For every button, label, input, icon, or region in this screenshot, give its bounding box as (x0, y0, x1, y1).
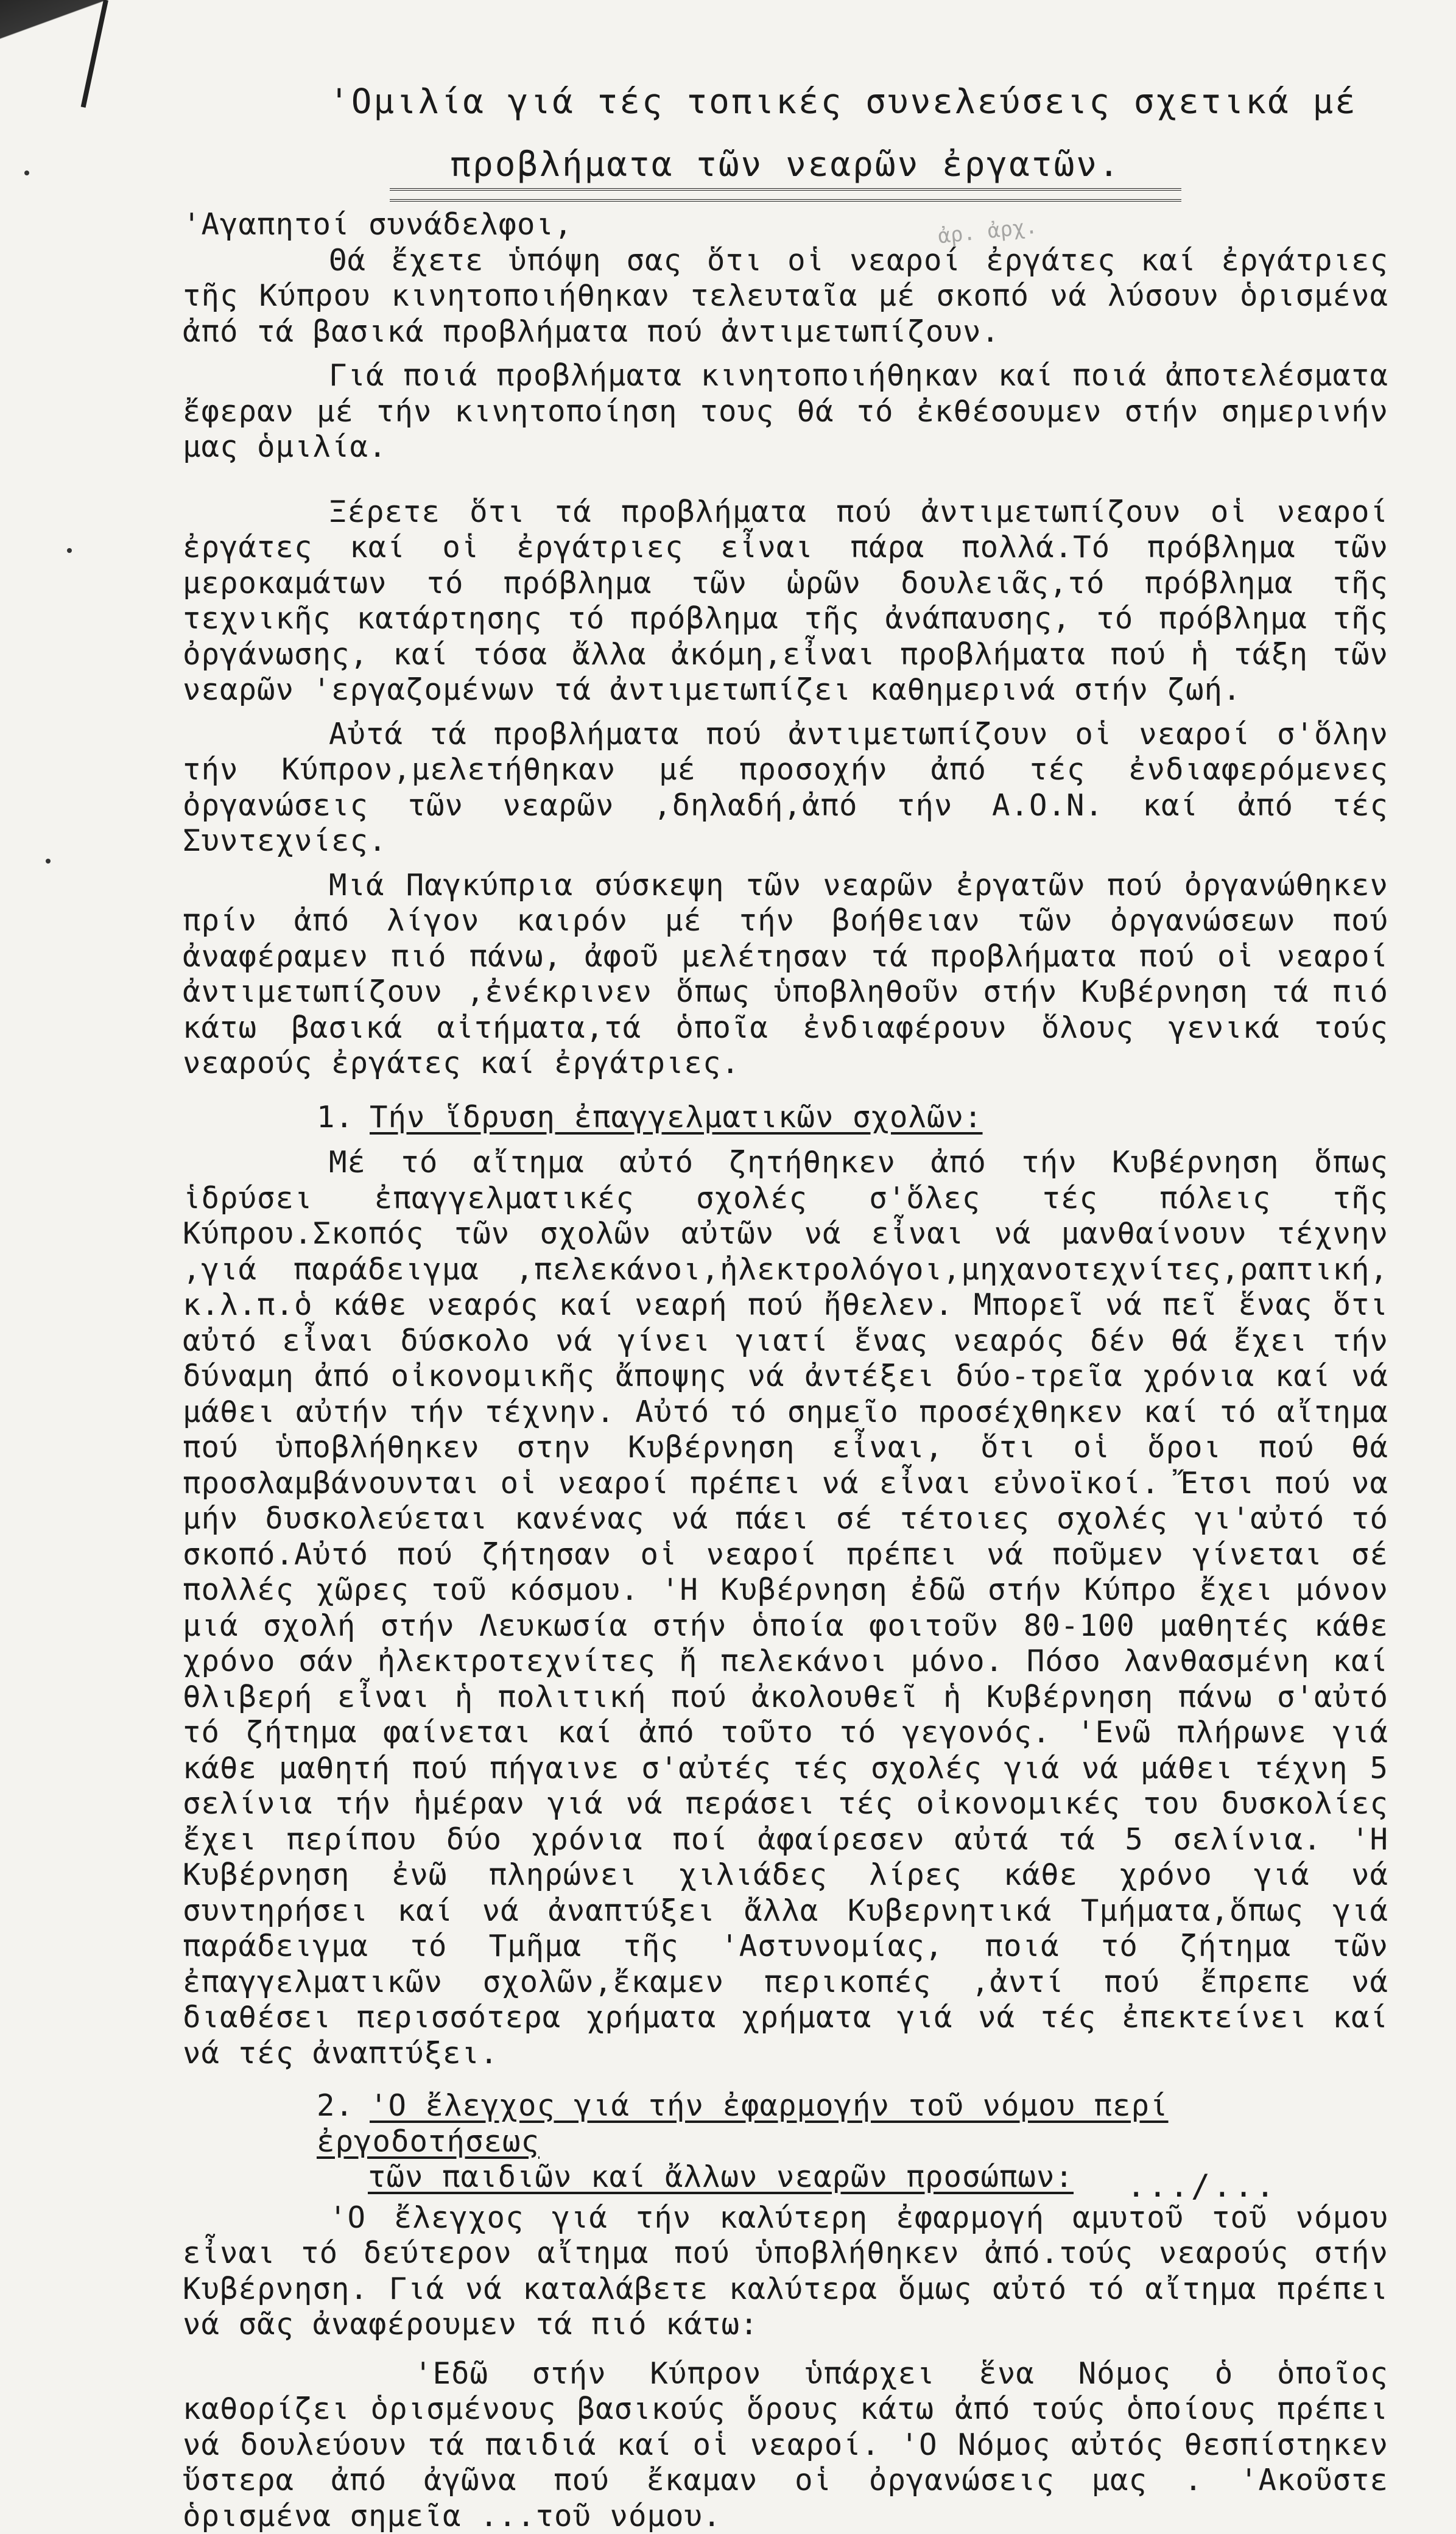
section-1-number: 1. (317, 1100, 354, 1135)
scan-speck (24, 171, 29, 175)
scan-speck (67, 548, 72, 553)
paragraph-4: Αὐτά τά προβλήματα πού ἀντιμετωπίζουν οἱ νεαροί σ'ὅλην τήν Κύπρον,μελετήθηκαν μέ προσοχήν ἀπό τές ἐνδιαφερόμενες ὀργανώσεις τῶν νεαρῶν ,δηλαδή,ἀπό τήν Α.Ο.Ν. καί ἀπό τές Συντεχνίες. (183, 717, 1388, 859)
section-2-text: 'Ο ἔλεγχος γιά τήν καλύτερη ἐφαρμογή αμυτοῦ τοῦ νόμου εἶναι τό δεύτερον αἴτημα πού ὑποβλήθηκεν ἀπό.τούς νεαρούς στήν Κυβέρνηση. Γιά νά καταλάβετε καλύτερα ὅμως αὐτό τό αἴτημα πρέπει νά σᾶς ἀναφέρουμεν τά πιό κάτω: (183, 2200, 1388, 2343)
title-line-2: προβλήματα τῶν νεαρῶν ἐργατῶν. (329, 145, 1242, 185)
section-2-number: 2. (317, 2088, 354, 2123)
title-line-1: 'Ομιλία γιά τές τοπικές συνελεύσεις σχετικά μέ (329, 82, 1242, 122)
section-2-title-line-1: 'Ο ἔλεγχος γιά τήν ἐφαρμογήν τοῦ νόμου περί ἐργοδοτήσεως (317, 2088, 1169, 2159)
paragraph-2: Γιά ποιά προβλήματα κινητοποιήθηκαν καί ποιά ἀποτελέσματα ἔφεραν μέ τήν κινητοποίηση τους θά τό ἐκθέσουμεν στήν σημερινήν μας ὁμιλία. (183, 358, 1388, 465)
section-1-title: Τήν ἵδρυση ἐπαγγελματικῶν σχολῶν: (370, 1100, 983, 1135)
title-underline (390, 188, 1181, 202)
section-1-heading (317, 1100, 1388, 1136)
faded-stamp: ἀρ. ἀρχ. (937, 214, 1038, 249)
scan-speck (46, 859, 51, 864)
section-2-title-line-2: τῶν παιδιῶν καί ἄλλων νεαρῶν προσώπων: (368, 2159, 1074, 2194)
paragraph-3: Ξέρετε ὅτι τά προβλήματα πού ἀντιμετωπίζουν οἱ νεαροί ἐργάτες καί οἱ ἐργάτριες εἶναι πάρα πολλά.Τό πρόβλημα τῶν μεροκαμάτων τό πρόβλημα τῶν ὡρῶν δουλειᾶς,τό πρόβλημα τῆς τεχνικῆς κατάρτησης τό πρόβλημα τῆς ἀνάπαυσης, τό πρόβλημα τῆς ὀργάνωσης, καί τόσα ἄλλα ἀκόμη,εἶναι προβλήματα πού ἡ τάξη τῶν νεαρῶν 'εργαζομένων τά ἀντιμετωπίζει καθημερινά στήν ζωή. (183, 494, 1388, 708)
section-1-text: Μέ τό αἴτημα αὐτό ζητήθηκεν ἀπό τήν Κυβέρνηση ὅπως ἱδρύσει ἐπαγγελματικές σχολές σ'ὅλες τές πόλεις τῆς Κύπρου.Σκοπός τῶν σχολῶν αὐτῶν νά εἶναι νά μανθαίνουν τέχνην ,γιά παράδειγμα ,πελεκάνοι,ἠλεκτρολόγοι,μηχανοτεχνίτες,ραπτική, κ.λ.π.ὁ κάθε νεαρός καί νεαρή πού ἤθελεν. Μπορεῖ νά πεῖ ἕνας ὅτι αὐτό εἶναι δύσκολο νά γίνει γιατί ἕνας νεαρός δέν θά ἔχει τήν δύναμη ἀπό οἰκονομικῆς ἄποψης νά ἀντέξει δύο-τρεῖα χρόνια καί νά μάθει αὐτήν τήν τέχνην. Αὐτό τό σημεῖο προσέχθηκεν καί τό αἴτημα πού ὑποβλήθηκεν στην Κυβέρνηση εἶναι, ὅτι οἱ ὅροι πού θά προσλαμβάνουνται οἱ νεαροί πρέπει νά εἶναι εὐνοϊκοί. Ἔτσι πού να μήν δυσκολεύεται κανένας νά πάει σέ τέτοιες σχολές γι'αὐτό τό σκοπό.Αὐτό πού ζήτησαν οἱ νεαροί πρέπει νά ποῦμεν γίνεται σέ πολλές χῶρες τοῦ κόσμου. 'Η Κυβέρνηση ἐδῶ στήν Κύπρο ἔχει μόνον μιά σχολή στήν Λευκωσία στήν ὁποία φοιτοῦν 80-100 μαθητές κάθε χρόνο σάν ἠλεκτροτεχνίτες ἤ πελεκάνοι μόνο. Πόσο λανθασμένη καί θλιβερή εἶναι ἡ πολιτική πού ἀκολουθεῖ ἡ Κυβέρνηση πάνω σ'αὐτό τό ζήτημα φαίνεται καί ἀπό τοῦτο τό γεγονός. 'Ενῶ πλήρωνε γιά κάθε μαθητή πού πήγαινε σ'αὐτές τές σχολές γιά νά μάθει τέχνη 5 σελίνια τήν ἡμέραν γιά νά περάσει τές οἰκονομικές του δυσκολίες ἔχει περίπου δύο χρόνια ποί ἀφαίρεσεν αὐτά τά 5 σελίνια. 'Η Κυβέρνηση ἐνῶ πληρώνει χιλιάδες λίρες κάθε χρόνο γιά νά συντηρήσει καί νά ἀναπτύξει ἄλλα Κυβερνητικά Τμήματα,ὅπως γιά παράδειγμα τό Τμῆμα τῆς 'Αστυνομίας, ποιά τό ζήτημα τῶν ἐπαγγελματικῶν σχολῶν,ἔκαμεν περικοπές ,ἀντί πού ἔπρεπε νά διαθέσει περισσότερα χρήματα χρήματα γιά νά τές ἐπεκτείνει καί νά τές ἀναπτύξει. (183, 1145, 1388, 2071)
greeting: 'Αγαπητοί συνάδελφοι, (183, 207, 1388, 243)
paragraph-5: Μιά Παγκύπρια σύσκεψη τῶν νεαρῶν ἐργατῶν πού ὀργανώθηκεν πρίν ἀπό λίγον καιρόν μέ τήν βοήθειαν τῶν ὀργανώσεων πού ἀναφέραμεν πιό πάνω, ἀφοῦ μελέτησαν τά προβλήματα πού οἱ νεαροί ἀντιμετωπίζουν ,ἐνέκρινεν ὅπως ὑποβληθοῦν στήν Κυβέρνηση τά πιό κάτω βασικά αἰτήματα,τά ὁποῖα ἐνδιαφέρουν ὅλους γενικά τούς νεαρούς ἐργάτες καί ἐργάτριες. (183, 868, 1388, 1082)
continuation-mark: .../... (1127, 2168, 1277, 2205)
title-block (329, 82, 1242, 202)
section-2-text-2: 'Εδῶ στήν Κύπρον ὑπάρχει ἕνα Νόμος ὁ ὁποῖος καθορίζει ὁρισμένους βασικούς ὅρους κάτω ἀπό τούς ὁποίους πρέπει νά δουλεύουν τά παιδιά καί οἱ νεαροί. 'Ο Νόμος αὐτός θεσπίστηκεν ὕστερα ἀπό ἀγῶνα πού ἔκαμαν οἱ ὀργανώσεις μας . 'Ακοῦστε ὁρισμένα σημεῖα ...τοῦ νόμου. (183, 2356, 1388, 2534)
paragraph-1: Θά ἔχετε ὑπόψη σας ὅτι οἱ νεαροί ἐργάτες καί ἐργάτριες τῆς Κύπρου κινητοποιήθηκαν τελευταῖα μέ σκοπό νά λύσουν ὁρισμένα ἀπό τά βασικά προβλήματα πού ἀντιμετωπίζουν. (183, 243, 1388, 350)
